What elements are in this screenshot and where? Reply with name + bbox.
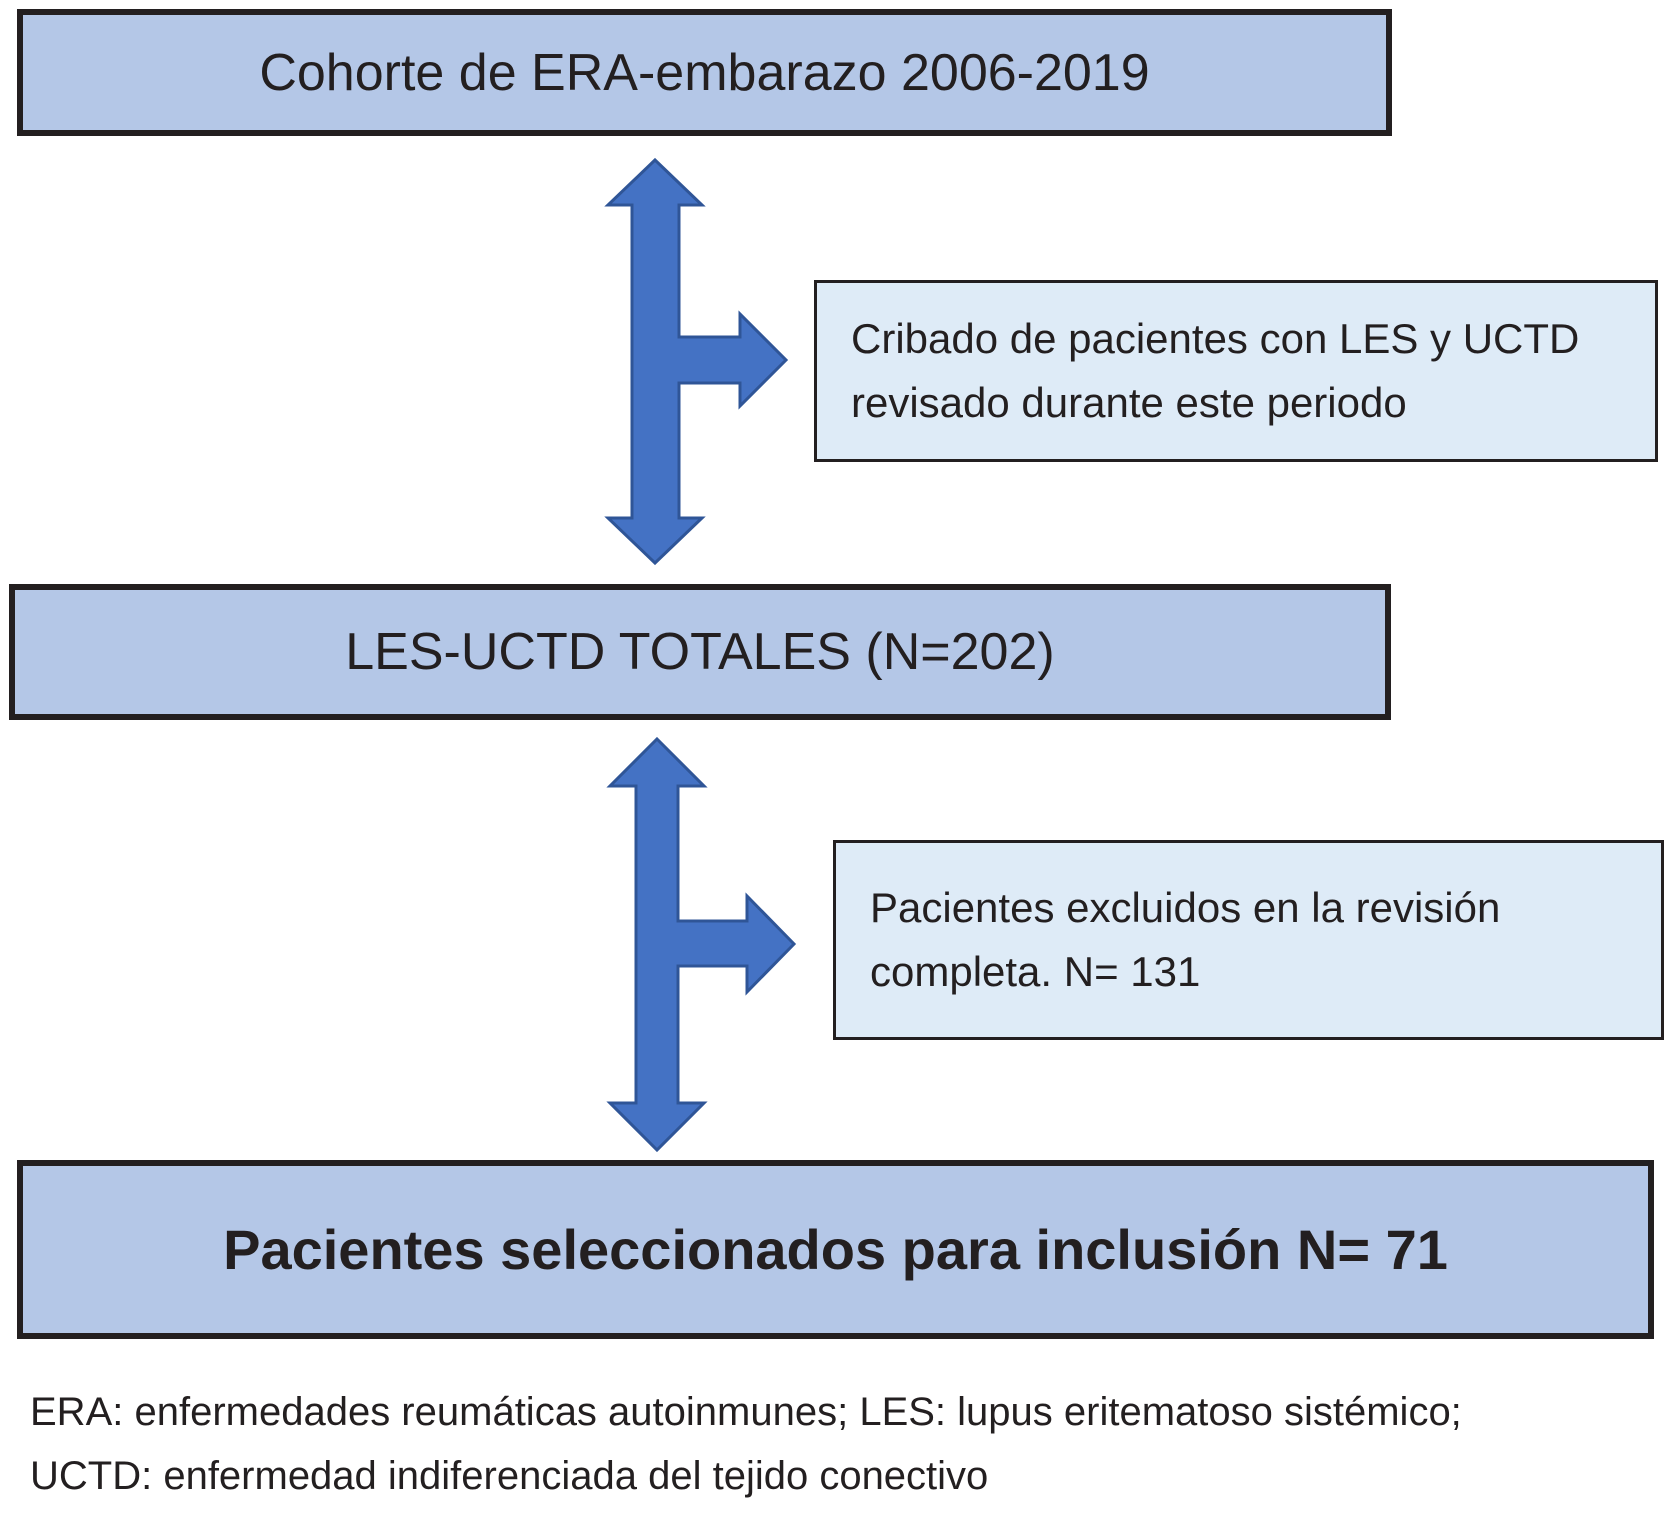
node-excluded-label: Pacientes excluidos en la revisión completa. N= 131 bbox=[870, 884, 1501, 995]
arrow-cohort-to-total bbox=[608, 160, 786, 563]
footnote: ERA: enfermedades reumáticas autoinmunes; LES: lupus eritematoso sistémico; UCTD: enfermedad indiferenciada del tejido conectivo bbox=[30, 1390, 1462, 1498]
node-selected-label: Pacientes seleccionados para inclusión N= 71 bbox=[223, 1218, 1448, 1281]
node-total-label: LES-UCTD TOTALES (N=202) bbox=[345, 623, 1055, 681]
node-screening-label: Cribado de pacientes con LES y UCTD revisado durante este periodo bbox=[851, 315, 1580, 426]
arrow-total-to-selected bbox=[610, 739, 794, 1150]
node-cohort-label: Cohorte de ERA-embarazo 2006-2019 bbox=[259, 43, 1150, 102]
